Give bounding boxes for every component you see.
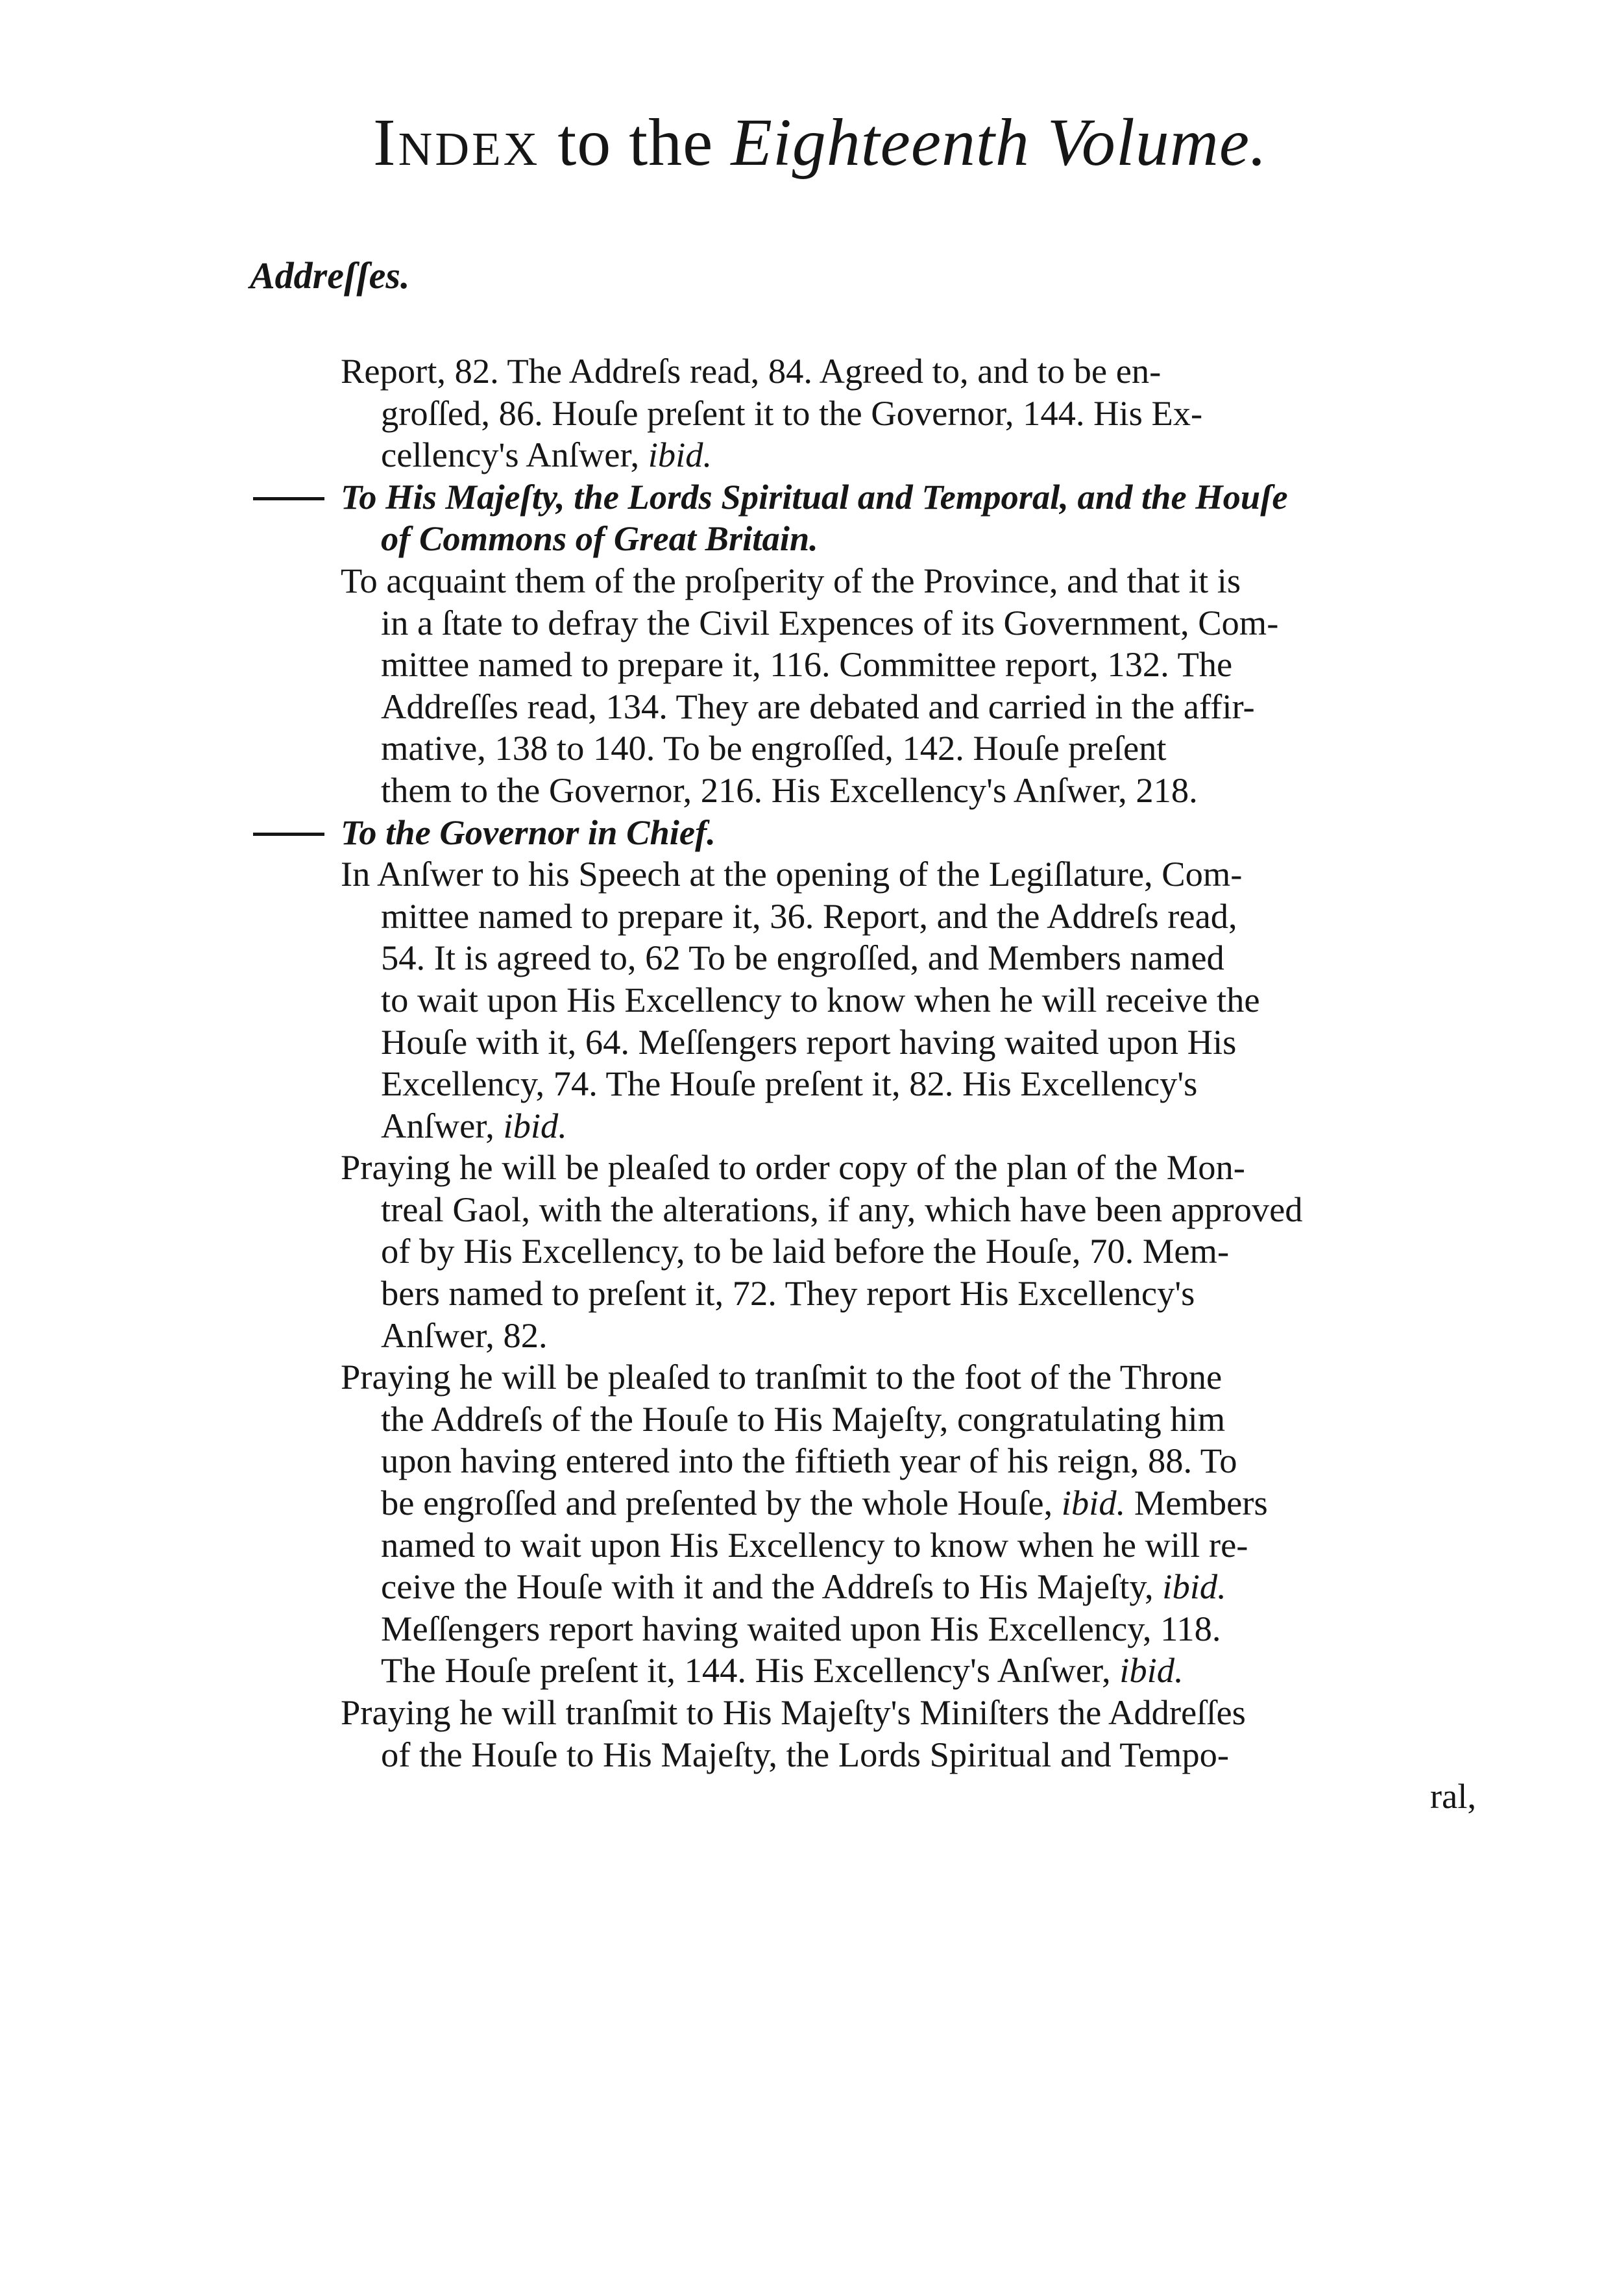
index-line: In Anſwer to his Speech at the opening of the Legiſlature, Com- [341,854,1243,894]
index-line: Addreſſes read, 134. They are debated and carried in the affir- [381,686,1255,726]
ibid-ref: ibid. [503,1105,567,1145]
em-dash-rule [253,833,324,836]
index-line: to wait upon His Excellency to know when he will receive the [381,979,1260,1020]
em-dash-rule [253,497,324,500]
index-line [341,476,1496,519]
index-line: Anſwer, 82. [381,1315,548,1355]
index-line: Houſe with it, 64. Meſſengers report having waited upon His [381,1021,1237,1062]
line-text: Anſwer, [381,1105,504,1145]
index-line: Report, 82. The Addreſs read, 84. Agreed to, and to be en- [341,351,1162,391]
index-line: upon having entered into the fiftieth year of his reign, 88. To [381,1441,1237,1481]
ibid-ref: ibid. [648,435,712,475]
index-line: groſſed, 86. Houſe preſent it to the Governor, 144. His Ex- [381,393,1203,433]
title-volume-words: Eighteenth Volume. [731,105,1268,180]
catchword: ral, [1430,1776,1476,1816]
index-line [341,1650,1496,1692]
page-title [373,97,1476,188]
subheading-text: To His Majeſty, the Lords Spiritual and Temporal, and the Houſe [341,476,1288,517]
ibid-ref: ibid. [1061,1483,1126,1523]
index-line: bers named to preſent it, 72. They report His Excellency's [381,1273,1195,1313]
index-line: Excellency, 74. The Houſe preſent it, 82. His Excellency's [381,1064,1198,1104]
index-line: To acquaint them of the proſperity of the Province, and that it is [341,560,1241,600]
title-index-word: Index [373,105,541,180]
index-line: Praying he will be pleaſed to tranſmit to the foot of the Throne [341,1357,1223,1397]
index-line: of Commons of Great Britain. [381,519,818,559]
line-text: ceive the Houſe with it and the Addreſs to His Majeſty, [381,1567,1163,1607]
index-line [341,1105,1496,1147]
index-line: Praying he will be pleaſed to order copy of the plan of the Mon- [341,1147,1245,1188]
index-line: of by His Excellency, to be laid before the Houſe, 70. Mem- [381,1231,1230,1271]
ibid-ref: ibid. [1162,1567,1226,1607]
subheading-text: To the Governor in Chief. [341,812,716,852]
index-line [341,1566,1496,1608]
index-entries [341,350,1496,1818]
index-line [341,1482,1496,1524]
index-line: of the Houſe to His Majeſty, the Lords Spiritual and Tempo- [381,1734,1229,1774]
line-text: be engroſſed and preſented by the whole Houſe, [381,1483,1062,1523]
index-line: 54. It is agreed to, 62 To be engroſſed, and Members named [381,938,1224,978]
index-line: them to the Governor, 216. His Excellency's Anſwer, 218. [381,770,1198,810]
index-line: named to wait upon His Excellency to know when he will re- [381,1524,1248,1565]
line-text: cellency's Anſwer, [381,435,648,475]
line-text: The Houſe preſent it, 144. His Excellency's Anſwer, [381,1650,1120,1691]
index-line [341,812,1496,854]
index-line: Praying he will tranſmit to His Majeſty's Miniſters the Addreſſes [341,1692,1246,1732]
index-line: mative, 138 to 140. To be engroſſed, 142. Houſe preſent [381,728,1167,768]
title-middle-words: to the [557,105,714,180]
line-text: Members [1125,1483,1268,1523]
ibid-ref: ibid. [1119,1650,1184,1691]
section-heading: Addreſſes. [250,254,410,297]
index-line [341,434,1496,476]
index-line: in a ſtate to defray the Civil Expences of its Government, Com- [381,602,1279,642]
index-line: the Addreſs of the Houſe to His Majeſty, congratulating him [381,1398,1226,1439]
index-line: Meſſengers report having waited upon His Excellency, 118. [381,1608,1221,1648]
index-line: treal Gaol, with the alterations, if any, which have been approved [381,1189,1303,1229]
index-line: mittee named to prepare it, 36. Report, and the Addreſs read, [381,896,1237,936]
index-line: mittee named to prepare it, 116. Committee report, 132. The [381,644,1233,685]
